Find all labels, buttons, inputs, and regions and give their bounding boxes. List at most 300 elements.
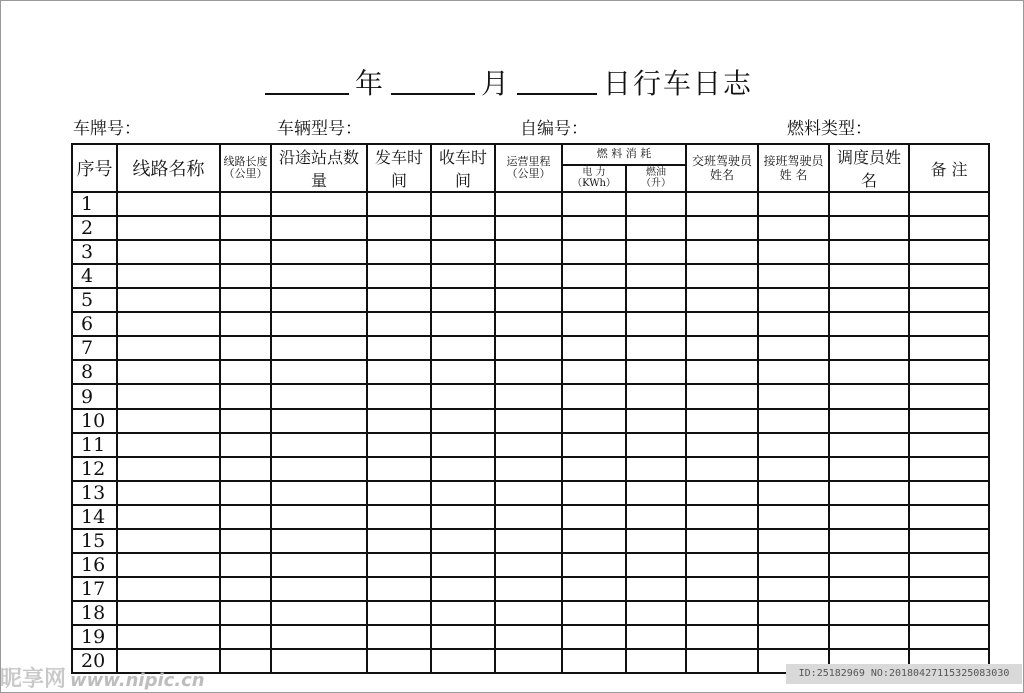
table-cell[interactable] [626, 312, 686, 336]
table-cell[interactable] [271, 192, 367, 216]
title-month: 月 [480, 67, 511, 100]
table-cell[interactable] [117, 625, 220, 649]
row-number: 15 [72, 529, 117, 553]
table-cell[interactable] [758, 457, 829, 481]
header-mileage: 运营里程 （公里） [495, 144, 562, 192]
table-cell[interactable] [117, 360, 220, 384]
table-cell[interactable] [626, 384, 686, 409]
table-cell[interactable] [431, 264, 495, 288]
table-cell[interactable] [117, 192, 220, 216]
table-row [72, 505, 989, 529]
table-cell[interactable] [271, 481, 367, 505]
table-cell[interactable] [431, 288, 495, 312]
fuel-type-label: 燃料类型： [787, 119, 872, 139]
table-cell[interactable] [220, 312, 271, 336]
row-number: 18 [72, 601, 117, 625]
table-row [72, 240, 989, 264]
table-cell[interactable] [431, 240, 495, 264]
table-cell[interactable] [686, 601, 758, 625]
table-cell[interactable] [117, 240, 220, 264]
table-cell[interactable] [758, 601, 829, 625]
table-cell[interactable] [220, 577, 271, 601]
table-cell[interactable] [431, 216, 495, 240]
table-cell[interactable] [829, 240, 909, 264]
table-cell[interactable] [431, 601, 495, 625]
table-cell[interactable] [495, 649, 562, 673]
table-row [72, 553, 989, 577]
table-cell[interactable] [909, 360, 989, 384]
table-row [72, 288, 989, 312]
table-cell[interactable] [271, 505, 367, 529]
table-cell[interactable] [431, 360, 495, 384]
table-cell[interactable] [686, 457, 758, 481]
table-cell[interactable] [367, 240, 431, 264]
row-number: 20 [72, 649, 117, 673]
table-cell[interactable] [686, 649, 758, 673]
table-cell[interactable] [117, 312, 220, 336]
table-cell[interactable] [495, 601, 562, 625]
table-cell[interactable] [909, 240, 989, 264]
table-cell[interactable] [758, 625, 829, 649]
table-cell[interactable] [758, 360, 829, 384]
table-cell[interactable] [758, 553, 829, 577]
table-cell[interactable] [626, 577, 686, 601]
table-cell[interactable] [220, 336, 271, 360]
table-cell[interactable] [686, 529, 758, 553]
table-cell[interactable] [626, 649, 686, 673]
table-cell[interactable] [220, 384, 271, 409]
table-cell[interactable] [367, 601, 431, 625]
table-cell[interactable] [431, 481, 495, 505]
header-takeover: 接班驾驶员 姓 名 [758, 144, 829, 192]
table-cell[interactable] [220, 553, 271, 577]
table-cell[interactable] [367, 649, 431, 673]
header-collect: 收车时间 [431, 144, 495, 192]
table-cell[interactable] [367, 384, 431, 409]
table-cell[interactable] [431, 409, 495, 433]
table-cell[interactable] [626, 409, 686, 433]
title-day-rest: 日行车日志 [603, 67, 754, 100]
table-cell[interactable] [909, 264, 989, 288]
table-cell[interactable] [686, 409, 758, 433]
header-handover: 交班驾驶员 姓名 [686, 144, 758, 192]
table-cell[interactable] [829, 288, 909, 312]
table-cell[interactable] [271, 433, 367, 457]
table-cell[interactable] [829, 457, 909, 481]
table-cell[interactable] [117, 384, 220, 409]
table-cell[interactable] [626, 288, 686, 312]
table-cell[interactable] [626, 433, 686, 457]
table-cell[interactable] [271, 577, 367, 601]
table-cell[interactable] [495, 433, 562, 457]
table-cell[interactable] [758, 288, 829, 312]
table-cell[interactable] [686, 336, 758, 360]
table-cell[interactable] [686, 481, 758, 505]
table-cell[interactable] [909, 601, 989, 625]
table-cell[interactable] [758, 433, 829, 457]
table-cell[interactable] [117, 288, 220, 312]
table-cell[interactable] [271, 649, 367, 673]
table-cell[interactable] [220, 409, 271, 433]
table-cell[interactable] [909, 409, 989, 433]
table-cell[interactable] [909, 553, 989, 577]
table-cell[interactable] [758, 336, 829, 360]
table-row [72, 529, 989, 553]
day-blank [517, 67, 597, 95]
table-cell[interactable] [220, 264, 271, 288]
table-cell[interactable] [367, 336, 431, 360]
row-number: 7 [72, 336, 117, 360]
table-cell[interactable] [909, 505, 989, 529]
table-cell[interactable] [271, 336, 367, 360]
table-cell[interactable] [220, 433, 271, 457]
table-cell[interactable] [367, 433, 431, 457]
table-cell[interactable] [495, 505, 562, 529]
table-cell[interactable] [686, 505, 758, 529]
table-cell[interactable] [909, 433, 989, 457]
table-row [72, 433, 989, 457]
table-cell[interactable] [117, 264, 220, 288]
selfno-label: 自编号： [520, 119, 588, 139]
table-cell[interactable] [431, 457, 495, 481]
table-cell[interactable] [495, 216, 562, 240]
row-number: 3 [72, 240, 117, 264]
table-cell[interactable] [909, 457, 989, 481]
row-number: 19 [72, 625, 117, 649]
table-cell[interactable] [495, 288, 562, 312]
table-cell[interactable] [829, 553, 909, 577]
table-cell[interactable] [686, 216, 758, 240]
table-cell[interactable] [367, 216, 431, 240]
table-cell[interactable] [909, 625, 989, 649]
table-cell[interactable] [909, 312, 989, 336]
month-blank [391, 67, 475, 95]
table-cell[interactable] [626, 336, 686, 360]
table-cell[interactable] [367, 481, 431, 505]
table-cell[interactable] [562, 625, 626, 649]
row-number: 5 [72, 288, 117, 312]
table-row [72, 457, 989, 481]
table-cell[interactable] [686, 577, 758, 601]
table-cell[interactable] [626, 553, 686, 577]
table-cell[interactable] [758, 505, 829, 529]
table-cell[interactable] [495, 384, 562, 409]
table-cell[interactable] [686, 553, 758, 577]
header-seq: 序号 [72, 144, 117, 192]
table-cell[interactable] [626, 625, 686, 649]
table-cell[interactable] [562, 505, 626, 529]
table-cell[interactable] [220, 192, 271, 216]
table-cell[interactable] [495, 529, 562, 553]
table-cell[interactable] [367, 360, 431, 384]
table-cell[interactable] [562, 264, 626, 288]
table-row [72, 192, 989, 216]
table-cell[interactable] [562, 216, 626, 240]
table-cell[interactable] [117, 577, 220, 601]
table-cell[interactable] [829, 312, 909, 336]
table-cell[interactable] [117, 409, 220, 433]
row-number: 13 [72, 481, 117, 505]
table-cell[interactable] [495, 457, 562, 481]
table-cell[interactable] [367, 625, 431, 649]
table-cell[interactable] [271, 264, 367, 288]
table-cell[interactable] [220, 649, 271, 673]
row-number: 9 [72, 384, 117, 409]
model-label: 车辆型号： [277, 119, 362, 139]
table-cell[interactable] [686, 312, 758, 336]
table-cell[interactable] [829, 384, 909, 409]
row-number: 11 [72, 433, 117, 457]
table-cell[interactable] [495, 625, 562, 649]
table-cell[interactable] [367, 288, 431, 312]
header-depart: 发车时间 [367, 144, 431, 192]
table-cell[interactable] [758, 216, 829, 240]
table-row [72, 409, 989, 433]
table-cell[interactable] [367, 457, 431, 481]
table-cell[interactable] [562, 240, 626, 264]
table-cell[interactable] [562, 192, 626, 216]
header-line-name: 线路名称 [117, 144, 220, 192]
table-cell[interactable] [495, 240, 562, 264]
table-cell[interactable] [758, 384, 829, 409]
table-cell[interactable] [431, 192, 495, 216]
table-cell[interactable] [909, 336, 989, 360]
table-cell[interactable] [495, 360, 562, 384]
table-cell[interactable] [562, 409, 626, 433]
table-cell[interactable] [495, 409, 562, 433]
table-cell[interactable] [495, 553, 562, 577]
table-cell[interactable] [220, 288, 271, 312]
table-cell[interactable] [367, 264, 431, 288]
table-cell[interactable] [626, 505, 686, 529]
table-cell[interactable] [758, 529, 829, 553]
table-cell[interactable] [626, 240, 686, 264]
table-cell[interactable] [829, 264, 909, 288]
table-cell[interactable] [271, 529, 367, 553]
log-table [71, 143, 990, 674]
table-cell[interactable] [271, 457, 367, 481]
table-row [72, 601, 989, 625]
table-cell[interactable] [431, 505, 495, 529]
table-cell[interactable] [367, 505, 431, 529]
table-cell[interactable] [562, 336, 626, 360]
table-row [72, 481, 989, 505]
header-power: 电 力 （KWh） [562, 165, 626, 192]
table-cell[interactable] [271, 384, 367, 409]
table-cell[interactable] [829, 601, 909, 625]
table-cell[interactable] [829, 192, 909, 216]
table-cell[interactable] [626, 601, 686, 625]
table-cell[interactable] [758, 312, 829, 336]
table-cell[interactable] [117, 505, 220, 529]
table-cell[interactable] [220, 457, 271, 481]
table-cell[interactable] [562, 457, 626, 481]
table-cell[interactable] [117, 457, 220, 481]
watermark [0, 662, 205, 693]
table-cell[interactable] [367, 577, 431, 601]
table-cell[interactable] [271, 240, 367, 264]
table-cell[interactable] [495, 481, 562, 505]
table-cell[interactable] [758, 409, 829, 433]
table-cell[interactable] [431, 433, 495, 457]
row-number: 6 [72, 312, 117, 336]
table-cell[interactable] [909, 481, 989, 505]
table-cell[interactable] [220, 481, 271, 505]
table-cell[interactable] [562, 384, 626, 409]
table-cell[interactable] [909, 384, 989, 409]
table-cell[interactable] [758, 192, 829, 216]
table-cell[interactable] [117, 601, 220, 625]
table-cell[interactable] [686, 240, 758, 264]
table-cell[interactable] [626, 360, 686, 384]
table-cell[interactable] [626, 264, 686, 288]
table-cell[interactable] [431, 529, 495, 553]
table-cell[interactable] [431, 312, 495, 336]
table-cell[interactable] [271, 312, 367, 336]
table-cell[interactable] [271, 360, 367, 384]
watermark-logo: 昵享网 [0, 667, 67, 692]
table-cell[interactable] [562, 481, 626, 505]
table-row [72, 336, 989, 360]
table-cell[interactable] [626, 457, 686, 481]
table-cell[interactable] [829, 529, 909, 553]
title-year: 年 [354, 67, 385, 100]
table-cell[interactable] [626, 481, 686, 505]
table-row [72, 312, 989, 336]
table-cell[interactable] [562, 433, 626, 457]
header-fuel: 燃 料 消 耗 [562, 144, 686, 165]
table-cell[interactable] [431, 625, 495, 649]
table-cell[interactable] [271, 625, 367, 649]
table-cell[interactable] [367, 529, 431, 553]
table-cell[interactable] [271, 409, 367, 433]
year-blank [265, 67, 349, 95]
table-cell[interactable] [220, 240, 271, 264]
table-cell[interactable] [495, 336, 562, 360]
table-row [72, 264, 989, 288]
row-number: 1 [72, 192, 117, 216]
row-number: 17 [72, 577, 117, 601]
table-cell[interactable] [829, 360, 909, 384]
table-cell[interactable] [495, 192, 562, 216]
plate-label: 车牌号： [73, 119, 141, 139]
row-number: 10 [72, 409, 117, 433]
table-row [72, 625, 989, 649]
table-cell[interactable] [829, 433, 909, 457]
table-cell[interactable] [562, 312, 626, 336]
header-stops: 沿途站点数量 [271, 144, 367, 192]
table-cell[interactable] [220, 360, 271, 384]
table-cell[interactable] [909, 216, 989, 240]
table-cell[interactable] [626, 216, 686, 240]
table-cell[interactable] [220, 529, 271, 553]
table-row [72, 360, 989, 384]
table-cell[interactable] [495, 264, 562, 288]
table-cell[interactable] [562, 529, 626, 553]
row-number: 14 [72, 505, 117, 529]
table-cell[interactable] [220, 216, 271, 240]
table-cell[interactable] [829, 336, 909, 360]
table-cell[interactable] [117, 216, 220, 240]
table-cell[interactable] [686, 433, 758, 457]
header-oil: 燃油 （升） [626, 165, 686, 192]
table-cell[interactable] [367, 192, 431, 216]
table-cell[interactable] [686, 625, 758, 649]
table-cell[interactable] [758, 577, 829, 601]
table-cell[interactable] [271, 553, 367, 577]
table-cell[interactable] [562, 288, 626, 312]
row-number: 8 [72, 360, 117, 384]
table-cell[interactable] [431, 384, 495, 409]
table-cell[interactable] [758, 240, 829, 264]
table-cell[interactable] [117, 553, 220, 577]
table-cell[interactable] [562, 553, 626, 577]
table-cell[interactable] [271, 601, 367, 625]
table-cell[interactable] [431, 577, 495, 601]
table-cell[interactable] [562, 601, 626, 625]
table-cell[interactable] [909, 288, 989, 312]
table-cell[interactable] [829, 409, 909, 433]
table-cell[interactable] [686, 384, 758, 409]
table-cell[interactable] [626, 192, 686, 216]
table-cell[interactable] [431, 553, 495, 577]
table-cell[interactable] [758, 264, 829, 288]
table-cell[interactable] [909, 529, 989, 553]
table-cell[interactable] [431, 336, 495, 360]
table-cell[interactable] [271, 216, 367, 240]
table-cell[interactable] [686, 288, 758, 312]
table-cell[interactable] [117, 433, 220, 457]
table-cell[interactable] [367, 312, 431, 336]
table-cell[interactable] [829, 625, 909, 649]
table-cell[interactable] [367, 409, 431, 433]
table-cell[interactable] [626, 529, 686, 553]
header-dispatcher: 调度员姓名 [829, 144, 909, 192]
table-cell[interactable] [829, 481, 909, 505]
table-cell[interactable] [220, 601, 271, 625]
table-cell[interactable] [431, 649, 495, 673]
table-cell[interactable] [686, 360, 758, 384]
table-cell[interactable] [686, 264, 758, 288]
table-row [72, 577, 989, 601]
table-cell[interactable] [495, 312, 562, 336]
table-cell[interactable] [271, 288, 367, 312]
table-cell[interactable] [909, 192, 989, 216]
table-cell[interactable] [117, 336, 220, 360]
watermark-url: www.nipic.cn [70, 670, 205, 691]
table-cell[interactable] [829, 505, 909, 529]
table-cell[interactable] [220, 625, 271, 649]
table-cell[interactable] [220, 505, 271, 529]
table-cell[interactable] [909, 577, 989, 601]
header-line-length: 线路长度 （公里） [220, 144, 271, 192]
table-cell[interactable] [562, 360, 626, 384]
id-strip: ID:25182969 NO:20180427115325083030 [786, 664, 1022, 684]
table-cell[interactable] [686, 192, 758, 216]
table-cell[interactable] [829, 216, 909, 240]
header-remarks: 备 注 [909, 144, 989, 192]
row-number: 16 [72, 553, 117, 577]
table-cell[interactable] [562, 577, 626, 601]
page-title [0, 62, 1024, 102]
table-cell[interactable] [367, 553, 431, 577]
table-cell[interactable] [758, 481, 829, 505]
table-cell[interactable] [117, 529, 220, 553]
table-cell[interactable] [562, 649, 626, 673]
table-cell[interactable] [495, 577, 562, 601]
table-cell[interactable] [829, 577, 909, 601]
table-cell[interactable] [117, 481, 220, 505]
